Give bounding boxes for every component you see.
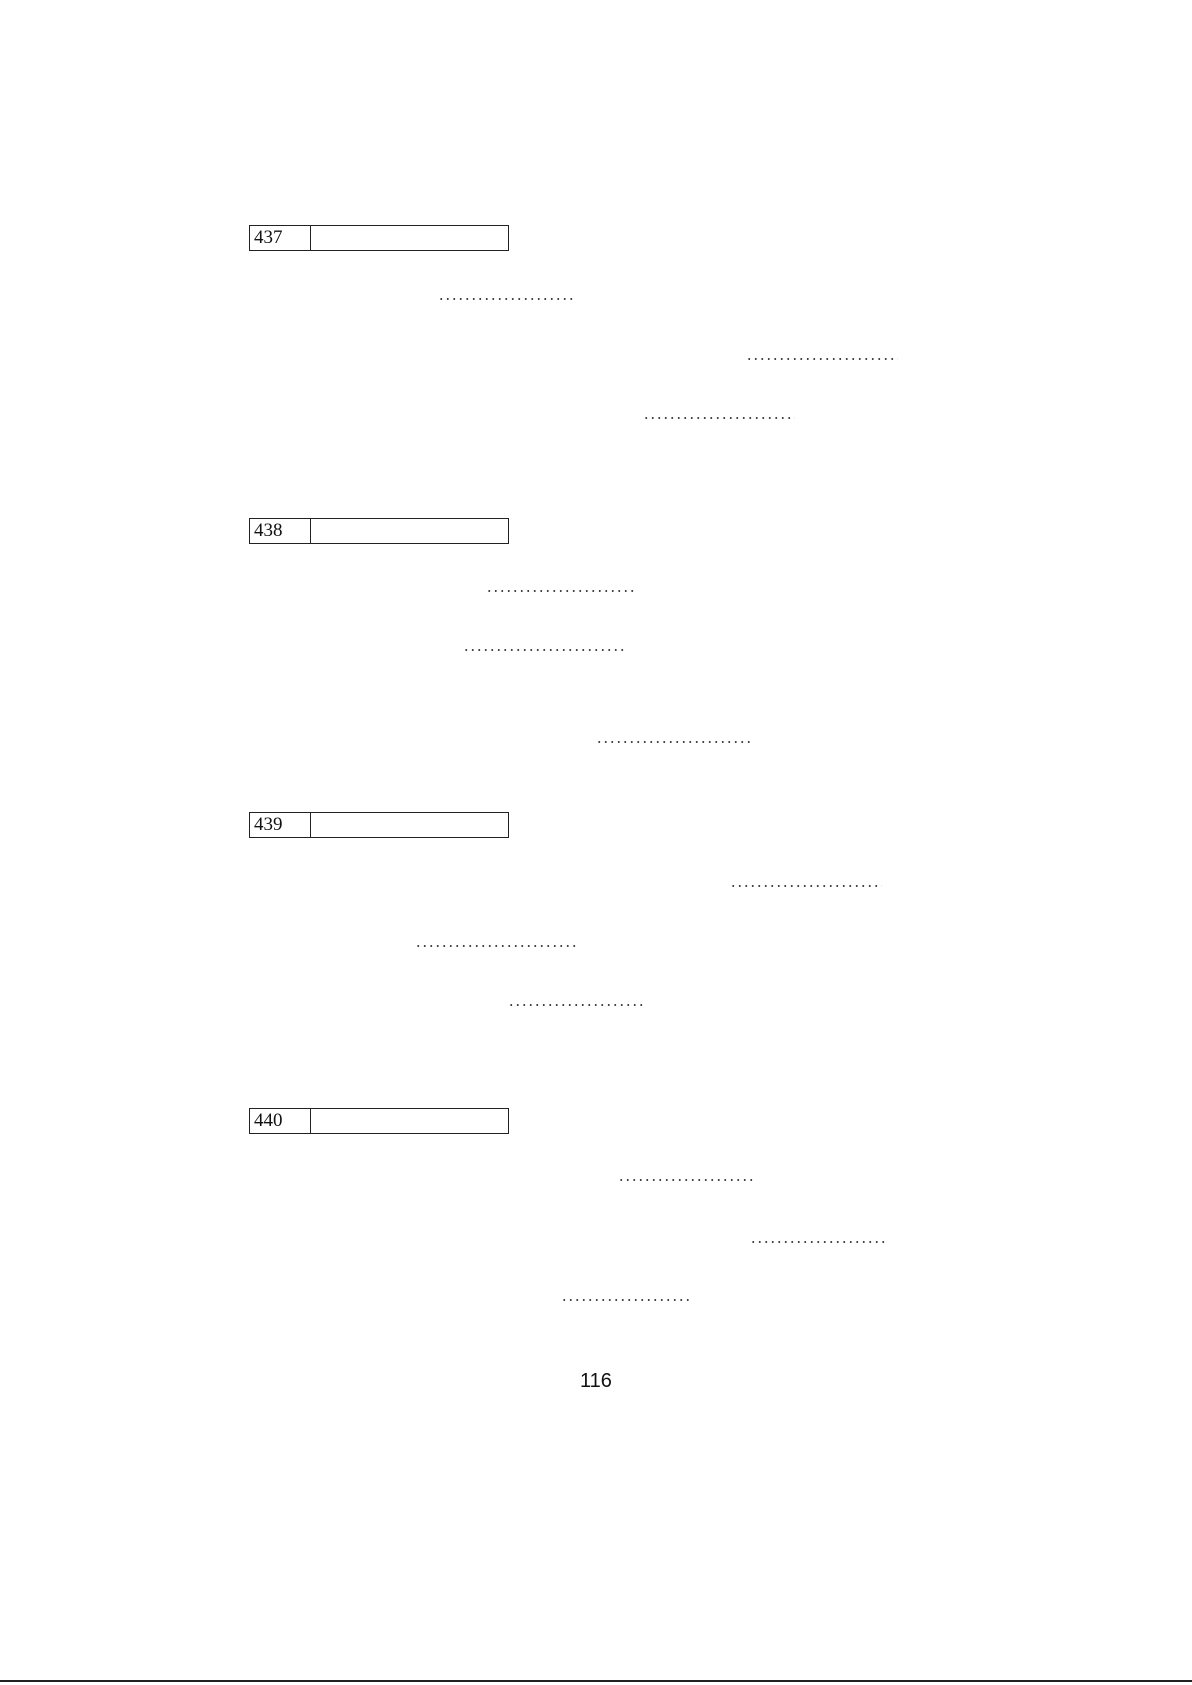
fill-in-blank-dotted-line[interactable] <box>561 1298 690 1302</box>
answer-box-area <box>311 226 508 250</box>
fill-in-blank-dotted-line[interactable] <box>730 884 882 888</box>
question-number-box-439 <box>249 812 509 838</box>
answer-box-area <box>311 519 508 543</box>
page-number: 116 <box>580 1370 612 1392</box>
fill-in-blank-dotted-line[interactable] <box>508 1003 645 1007</box>
answer-box-area <box>311 1109 508 1133</box>
question-number-box-437 <box>249 225 509 251</box>
question-number: 440 <box>250 1109 311 1133</box>
fill-in-blank-dotted-line[interactable] <box>643 416 795 420</box>
fill-in-blank-dotted-line[interactable] <box>438 297 575 301</box>
question-number: 437 <box>250 226 311 250</box>
question-number-box-438 <box>249 518 509 544</box>
fill-in-blank-dotted-line[interactable] <box>463 648 627 652</box>
fill-in-blank-dotted-line[interactable] <box>750 1240 887 1244</box>
bottom-border-line <box>0 1680 1192 1682</box>
question-number-box-440 <box>249 1108 509 1134</box>
question-number: 439 <box>250 813 311 837</box>
answer-box-area <box>311 813 508 837</box>
fill-in-blank-dotted-line[interactable] <box>415 944 579 948</box>
fill-in-blank-dotted-line[interactable] <box>746 357 898 361</box>
fill-in-blank-dotted-line[interactable] <box>618 1178 755 1182</box>
question-number: 438 <box>250 519 311 543</box>
fill-in-blank-dotted-line[interactable] <box>596 740 754 744</box>
fill-in-blank-dotted-line[interactable] <box>486 589 634 593</box>
